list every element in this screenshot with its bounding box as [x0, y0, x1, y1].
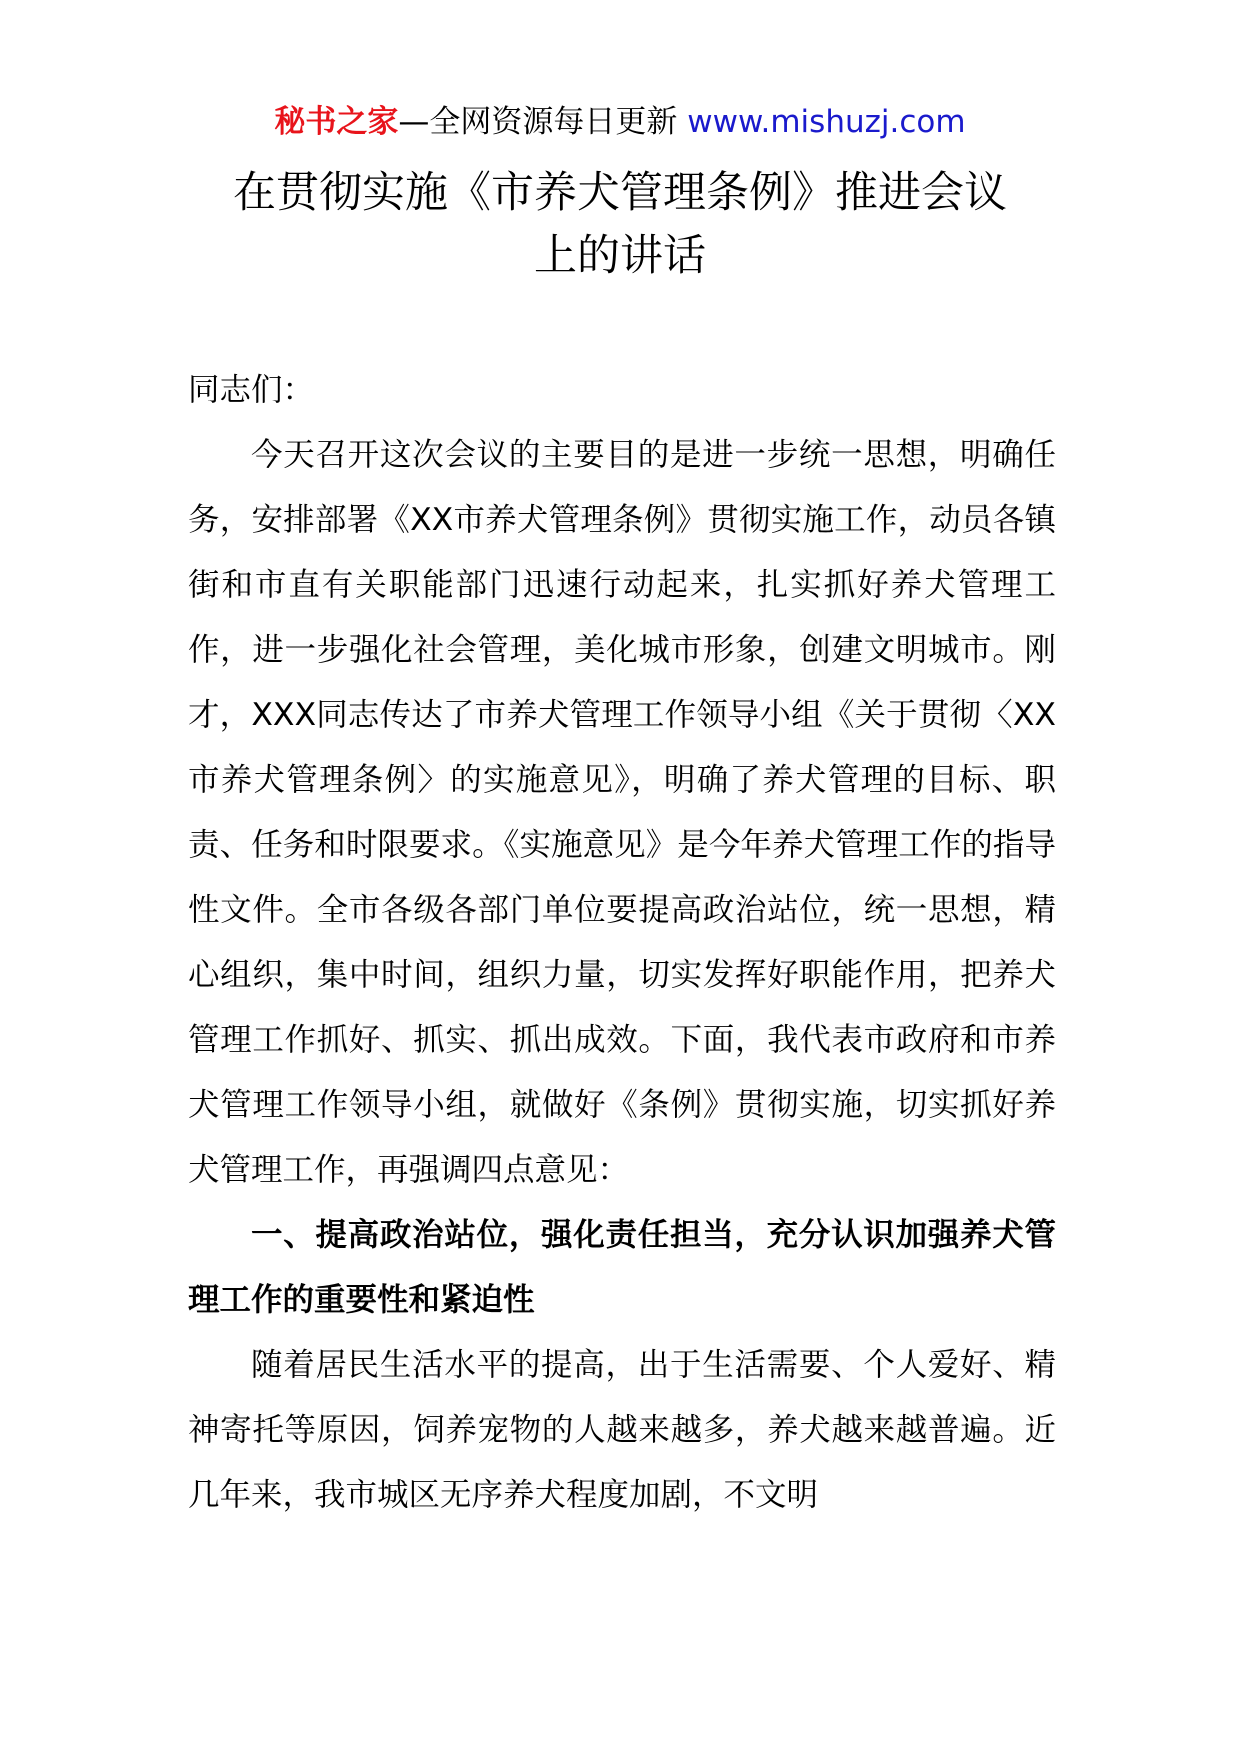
header-tagline: —全网资源每日更新	[398, 104, 688, 140]
paragraph-1: 今天召开这次会议的主要目的是进一步统一思想，明确任务，安排部署《XX市养犬管理条例》贯彻实施工作，动员各镇街和市直有关职能部门迅速行动起来，扎实抓好养犬管理工作，进一步强化社会管理，美化城市形象，创建文明城市。刚才，XXX同志传达了市养犬管理工作领导小组《关于贯彻〈XX市养犬管理条例〉的实施意见》，明确了养犬管理的目标、职责、任务和时限要求。《实施意见》是今年养犬管理工作的指导性文件。全市各级各部门单位要提高政治站位，统一思想，精心组织，集中时间，组织力量，切实发挥好职能作用，把养犬管理工作抓好、抓实、抓出成效。下面，我代表市政府和市养犬管理工作领导小组，就做好《条例》贯彻实施，切实抓好养犬管理工作，再强调四点意见：	[188, 437, 1056, 1188]
brand-name: 秘书之家	[274, 104, 399, 140]
site-url-link[interactable]: www.mishuzj.com	[687, 104, 966, 140]
document-body	[188, 358, 1056, 1528]
section-heading-1: 一、提高政治站位，强化责任担当，充分认识加强养犬管理工作的重要性和紧迫性	[188, 1217, 1056, 1318]
site-header	[0, 100, 1240, 144]
salutation: 同志们：	[188, 372, 315, 408]
title-line-2: 上的讲话	[534, 231, 706, 281]
title-line-1: 在贯彻实施《市养犬管理条例》推进会议	[233, 168, 1007, 218]
paragraph-2: 随着居民生活水平的提高，出于生活需要、个人爱好、精神寄托等原因，饲养宠物的人越来越多，养犬越来越普遍。近几年来，我市城区无序养犬程度加剧，不文明	[188, 1347, 1056, 1513]
document-title	[150, 162, 1090, 288]
